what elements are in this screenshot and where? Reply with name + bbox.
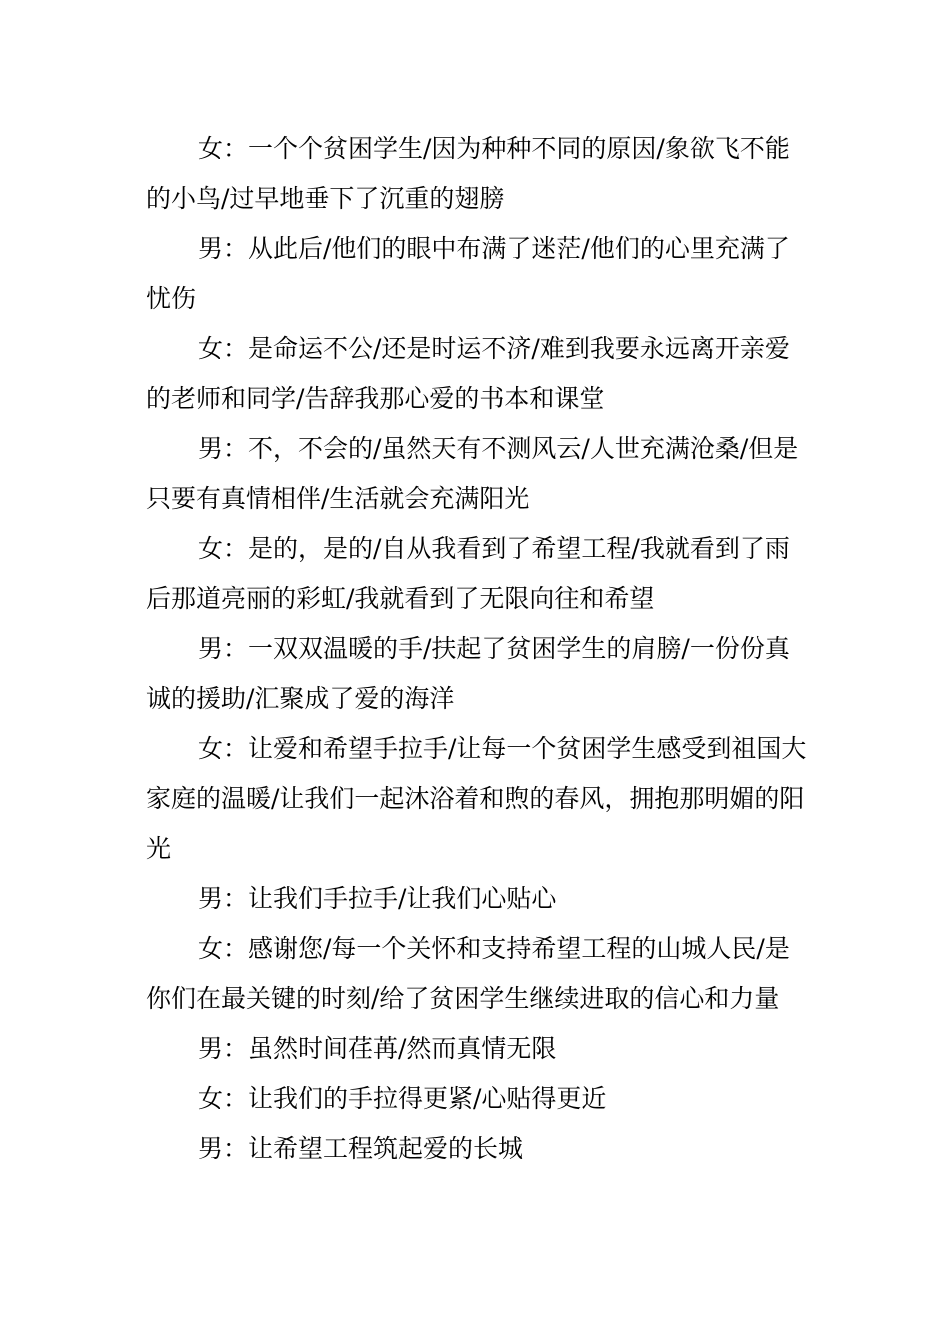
dialogue-line: 男：让希望工程筑起爱的长城 xyxy=(198,1134,524,1163)
dialogue-line: 男：虽然时间荏苒/然而真情无限 xyxy=(198,1034,557,1063)
dialogue-line: 女：是命运不公/还是时运不济/难到我要永远离开亲爱的老师和同学/告辞我那心爱的书本和课堂 xyxy=(146,334,790,413)
dialogue-line: 男：一双双温暖的手/扶起了贫困学生的肩膀/一份份真诚的援助/汇聚成了爱的海洋 xyxy=(146,634,790,713)
dialogue-line: 女：一个个贫困学生/因为种种不同的原因/象欲飞不能的小鸟/过早地垂下了沉重的翅膀 xyxy=(146,134,790,213)
dialogue-line: 男：从此后/他们的眼中布满了迷茫/他们的心里充满了忧伤 xyxy=(146,234,790,313)
dialogue-line: 男：让我们手拉手/让我们心贴心 xyxy=(198,884,557,913)
document-body xyxy=(146,124,810,1174)
dialogue-line: 女：是的，是的/自从我看到了希望工程/我就看到了雨后那道亮丽的彩虹/我就看到了无限向往和希望 xyxy=(146,534,790,613)
dialogue-line: 男：不，不会的/虽然天有不测风云/人世充满沧桑/但是只要有真情相伴/生活就会充满阳光 xyxy=(146,434,799,513)
dialogue-line: 女：让爱和希望手拉手/让每一个贫困学生感受到祖国大家庭的温暖/让我们一起沐浴着和煦的春风，拥抱那明媚的阳光 xyxy=(146,734,807,863)
dialogue-line: 女：让我们的手拉得更紧/心贴得更近 xyxy=(198,1084,607,1113)
dialogue-line: 女：感谢您/每一个关怀和支持希望工程的山城人民/是你们在最关键的时刻/给了贫困学生继续进取的信心和力量 xyxy=(146,934,790,1013)
